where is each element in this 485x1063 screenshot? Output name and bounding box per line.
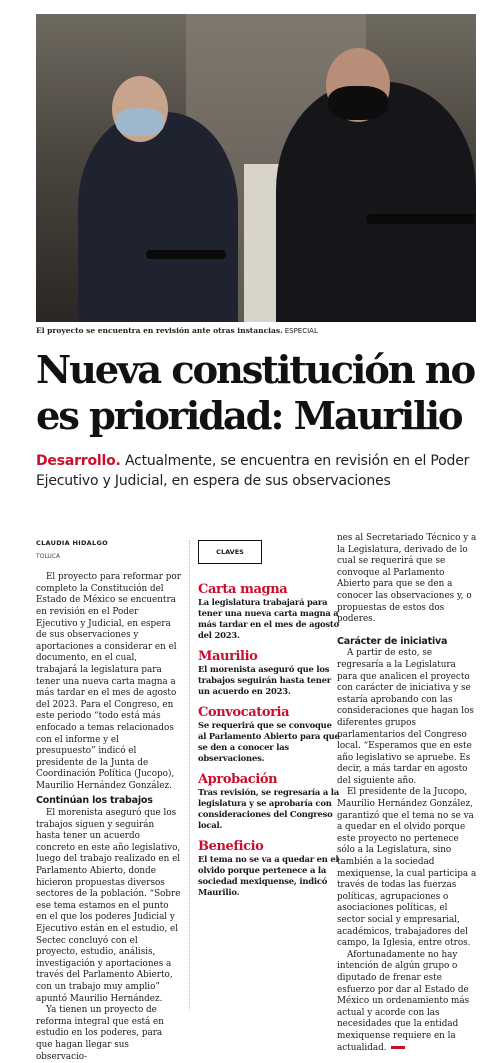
photo-caption bbox=[36, 326, 476, 335]
section-subtitle: Continúan los trabajos bbox=[36, 795, 153, 807]
sidebar-item-text: La legislatura trabajará para tener una nueva carta magna a más tardar en el mes de agosto del 2023. bbox=[198, 597, 339, 640]
paragraph: Ya tienen un proyecto de reforma integral que está en estudio en los poderes, para que hagan llegar sus observacio- bbox=[36, 1005, 164, 1062]
sidebar-item-text: Se requerirá que se convoque al Parlamento Abierto para que se den a conocer las observaciones. bbox=[198, 720, 340, 763]
photo-mask-left bbox=[116, 108, 164, 136]
paragraph-final bbox=[337, 950, 477, 1054]
photo-credit: ESPECIAL bbox=[284, 327, 318, 335]
sidebar-item-title: Beneficio bbox=[198, 839, 264, 854]
sidebar-item-text: Tras revisión, se regresaría a la legislatura y se aprobaría con consideraciones del Congreso local. bbox=[198, 787, 340, 830]
sidebar-item-title: Convocatoria bbox=[198, 705, 290, 720]
section-subtitle: Carácter de iniciativa bbox=[337, 635, 448, 647]
kicker: Desarrollo. bbox=[36, 453, 121, 469]
headline: Nueva constitución no es prioridad: Maurilio bbox=[36, 348, 474, 439]
sidebar-item-title: Maurilio bbox=[198, 649, 258, 664]
dateline-location: TOLUCA bbox=[36, 552, 61, 560]
sidebar-item-text: El morenista aseguró que los trabajos seguirán hasta tener un acuerdo en 2023. bbox=[198, 664, 331, 696]
claves-label: CLAVES bbox=[198, 540, 262, 564]
article-column-3 bbox=[337, 533, 477, 1054]
photo-person-left bbox=[78, 112, 238, 322]
article-photo bbox=[36, 14, 476, 322]
end-mark bbox=[391, 1046, 405, 1049]
sidebar-item-text: El tema no se va a quedar en el olvido porque pertenece a la sociedad mexiquense, indicó Maurilio. bbox=[198, 854, 339, 897]
paragraph: El presidente de la Jucopo, Maurilio Hernández González, garantizó que el tema no se va a quedar en el olvido porque este proyecto no pertenece sólo a la Legislatura, sino también a la sociedad mexiquense, la cual participa a través de todas las fuerzas políticas, agrupaciones o asociaciones políticas, el sector social y empresarial, académicos, trabajadores del campo, la Iglesia, entre otros. bbox=[337, 787, 477, 949]
article-column-1 bbox=[36, 538, 181, 1063]
paragraph: A partir de esto, se regresaría a la Legislatura para que analicen el proyecto con carácter de iniciativa y se estaría aprobando con las consideraciones que hagan los diferentes grupos parlamentarios del Congreso local. “Esperamos que en este año legislativo se apruebe. Es decir, a más tardar en agosto del siguiente año. bbox=[337, 648, 474, 786]
paragraph-final-text: Afortunadamente no hay intención de algún grupo o diputado de frenar este esfuerzo por dar al Estado de México un ordenamiento más actual y acorde con las necesidades que la entidad mexiquense requiere en la actualidad. bbox=[337, 949, 470, 1053]
sidebar-item-title: Aprobación bbox=[198, 772, 278, 787]
paragraph: nes al Secretariado Técnico y a la Legislatura, derivado de lo cual se requerirá que se convoque al Parlamento Abierto para que se den a conocer las observaciones y, o propuestas de estos dos poderes. bbox=[337, 533, 477, 625]
subheadline-text: Actualmente, se encuentra en revisión en el Poder Ejecutivo y Judicial, en espera de sus observaciones bbox=[36, 453, 470, 489]
photo-mask-right bbox=[328, 86, 388, 120]
byline: CLAUDIA HIDALGO bbox=[36, 539, 108, 547]
photo-microphone-left bbox=[146, 250, 226, 259]
sidebar-item-title: Carta magna bbox=[198, 582, 288, 597]
paragraph: El morenista aseguró que los trabajos siguen y seguirán hasta tener un acuerdo concreto en este año legislativo, luego del trabajo realizado en el Parlamento Abierto, donde hicieron propuestas diversos sectores de la población. “Sobre ese tema estamos en el punto en el que los poderes Judicial y Ejecutivo están en el estudio, el Sectec concluyó con el proyecto, estudio, análisis, investigación y aportaciones a través del Parlamento Abierto, con un trabajo muy amplio” apuntó Maurilio Hernández. bbox=[36, 808, 181, 1004]
photo-microphone-right bbox=[366, 214, 476, 224]
photo-caption-text: El proyecto se encuentra en revisión ante otras instancias. bbox=[36, 326, 283, 335]
subheadline bbox=[36, 451, 476, 491]
paragraph: El proyecto para reformar por completo la Constitución del Estado de México se encuentra en revisión en el Poder Ejecutivo y Judicial, en espera de sus observaciones y aportaciones a considerar en el documento, en el cual, trabajará la legislatura para tener una nueva carta magna a más tardar en el mes de agosto del 2023. Para el Congreso, en este periodo “todo está más enfocado a temas relacionados con el informe y el presupuesto” indicó el presidente de la Junta de Coordinación Política (Jucopo), Maurilio Hernández González. bbox=[36, 572, 181, 791]
claves-sidebar bbox=[189, 540, 341, 1010]
